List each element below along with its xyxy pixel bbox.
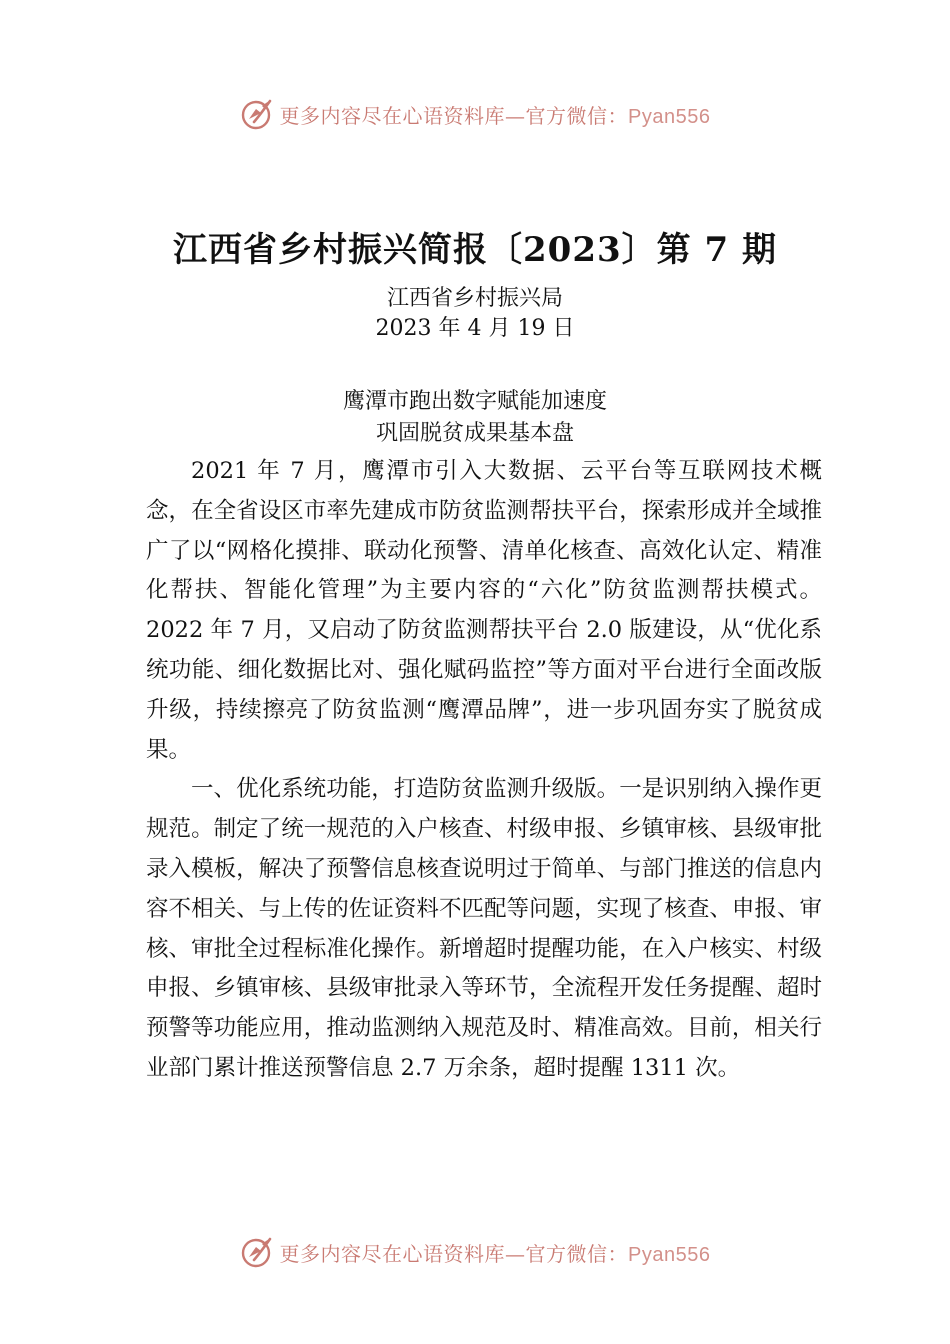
book-quill-icon [240, 97, 274, 131]
watermark-text-cn: 更多内容尽在心语资料库—官方微信： [279, 1241, 629, 1266]
watermark-banner-top [0, 94, 950, 134]
watermark-text [280, 100, 711, 129]
body-paragraph: 2021 年 7 月，鹰潭市引入大数据、云平台等互联网技术概念，在全省设区市率先建成市防贫监测帮扶平台，探索形成并全域推广了以“网格化摸排、联动化预警、清单化核查、高效化认定、精准化帮扶、智能化管理”为主要内容的“六化”防贫监测帮扶模式。2022 年 7 月，又启动了防贫监测帮扶平台 2.0 版建设，从“优化系统功能、细化数据比对、强化赋码监控”等方面对平台进行全面改版升级，持续擦亮了防贫监测“鹰潭品牌”，进一步巩固夯实了脱贫成果。 [146, 458, 822, 763]
body-paragraph: 一、优化系统功能，打造防贫监测升级版。一是识别纳入操作更规范。制定了统一规范的入户核查、村级申报、乡镇审核、县级审批录入模板，解决了预警信息核查说明过于简单、与部门推送的信息内容不相关、与上传的佐证资料不匹配等问题，实现了核查、申报、审核、审批全过程标准化操作。新增超时提醒功能，在入户核实、村级申报、乡镇审核、县级审批录入等环节，全流程开发任务提醒、超时预警等功能应用，推动监测纳入规范及时、精准高效。目前，相关行业部门累计推送预警信息 2.7 万余条，超时提醒 1311 次。 [146, 776, 822, 1081]
watermark-wechat-id: Pyan556 [628, 105, 711, 128]
watermark-text [280, 1238, 711, 1267]
article-body [146, 452, 822, 1089]
document-date: 2023 年 4 月 19 日 [375, 316, 575, 341]
watermark-banner-bottom [0, 1232, 950, 1272]
watermark-wechat-id: Pyan556 [628, 1243, 711, 1266]
article-title-line1: 鹰潭市跑出数字赋能加速度 [342, 389, 607, 414]
document-title: 江西省乡村振兴简报〔2023〕第 7 期 [173, 230, 777, 270]
book-quill-icon [240, 1235, 274, 1269]
article-title-line2: 巩固脱贫成果基本盘 [375, 421, 574, 446]
document-issuer: 江西省乡村振兴局 [386, 286, 563, 311]
watermark-text-cn: 更多内容尽在心语资料库—官方微信： [279, 103, 629, 128]
